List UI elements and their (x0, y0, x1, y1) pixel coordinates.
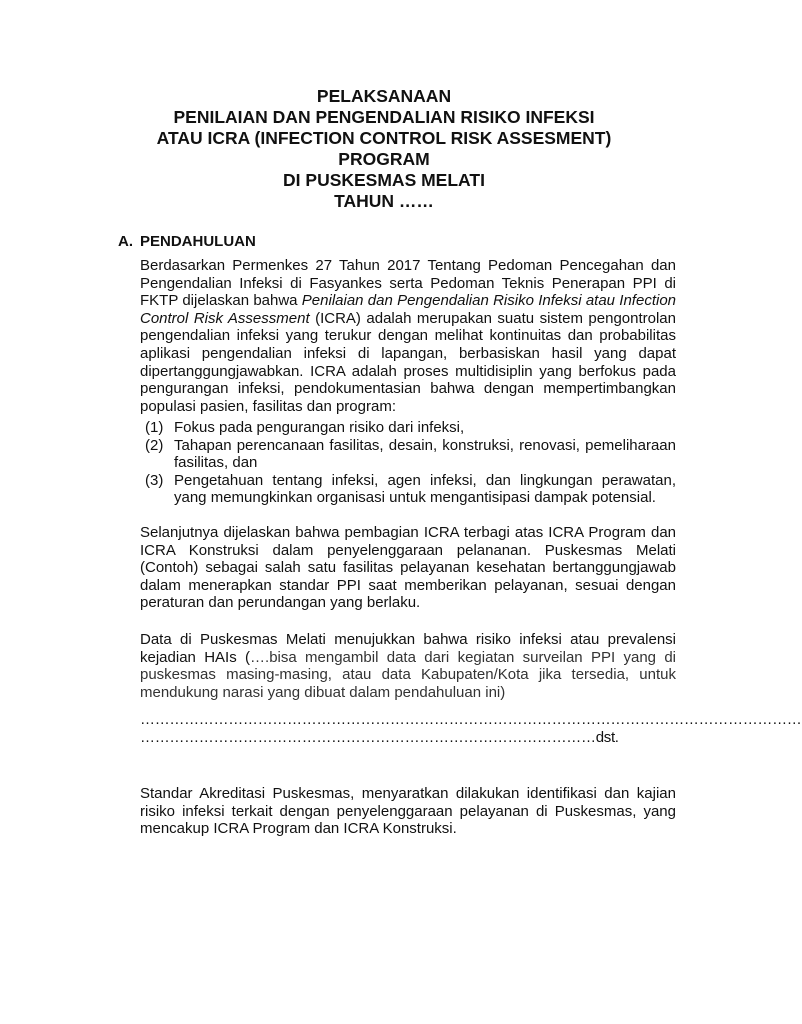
list-item-text: Fokus pada pengurangan risiko dari infeksi, (174, 419, 465, 436)
paragraph-icra-division: Selanjutnya dijelaskan bahwa pembagian ICRA terbagi atas ICRA Program dan ICRA Konstruksi dalam penyelenggaraan pelananan. Puskesmas Melati (Contoh) sebagai salah satu fasilitas pelayanan kesehatan bertanggungjawab dalam menerapkan standar PPI saat memberikan pelayanan, sesuai dengan peraturan dan perundangan yang berlaku. (140, 524, 676, 612)
paragraph-data (140, 631, 676, 701)
list-item-text: Tahapan perencanaan fasilitas, desain, konstruksi, renovasi, pemeliharaan fasilitas, dan (174, 436, 676, 472)
dotted-line-1: ……………………………………………………………………………………………………………………… (140, 711, 802, 728)
title-line-4: PROGRAM (338, 149, 430, 169)
list-item-number: (2) (145, 436, 164, 454)
title-line-3: ATAU ICRA (INFECTION CONTROL RISK ASSESMENT) (156, 128, 612, 148)
list-item-text: Pengetahuan tentang infeksi, agen infeksi, dan lingkungan perawatan, yang memungkinkan organisasi untuk mengantisipasi dampak potensial. (174, 471, 676, 507)
list-item (140, 437, 676, 472)
paragraph-introduction-part1: Berdasarkan Permenkes 27 Tahun 2017 Tentang Pedoman Pencegahan dan Pengendalian Infeksi di Fasyankes serta Pedoman Teknis Penerapan PPI di FKTP dijelaskan bahwa (140, 257, 676, 310)
paragraph-accreditation: Standar Akreditasi Puskesmas, menyaratkan dilakukan identifikasi dan kajian risiko infeksi terkait dengan penyelenggaraan pelayanan di Puskesmas, yang mencakup ICRA Program dan ICRA Konstruksi. (140, 785, 676, 838)
list-item (140, 419, 676, 437)
title-line-2: PENILAIAN DAN PENGENDALIAN RISIKO INFEKSI (173, 107, 595, 127)
paragraph-data-note: ….bisa mengambil data dari kegiatan surveilan PPI yang di puskesmas masing-masing, atau data Kabupaten/Kota jika tersedia, untuk mendukung narasi yang dibuat dalam pendahuluan ini) (140, 648, 676, 701)
title-line-1: PELAKSANAAN (316, 86, 452, 106)
numbered-list (140, 419, 676, 507)
paragraph-introduction-italic: Penilaian dan Pengendalian Risiko Infeksi atau Infection Control Risk Assessment (140, 292, 676, 327)
paragraph-data-lead: Data di Puskesmas Melati menujukkan bahwa risiko infeksi atau prevalensi kejadian HAIs ( (140, 631, 676, 666)
paragraph-introduction-part2: (ICRA) adalah merupakan suatu sistem pengontrolan pengendalian infeksi yang terukur dengan melihat kontinuitas dan probabilitas aplikasi pengendalian infeksi di lapangan, berbasiskan hasil yang dapat dipertanggungjawabkan. ICRA adalah proses multidisiplin yang berfokus pada pengurangan infeksi, pendokumentasian bahwa dengan mempertimbangkan populasi pasien, fasilitas dan program: (140, 309, 676, 415)
title-line-6: TAHUN …… (334, 191, 434, 211)
section-heading (118, 233, 256, 251)
section-heading-text: PENDAHULUAN (140, 233, 256, 250)
placeholder-dotted-lines (140, 711, 802, 746)
list-item (140, 472, 676, 507)
list-item-number: (3) (145, 471, 164, 489)
paragraph-introduction (140, 257, 676, 415)
title-line-5: DI PUSKESMAS MELATI (283, 170, 485, 190)
list-item-number: (1) (145, 419, 164, 436)
dotted-line-2: …………………………………………………………………………………dst. (140, 728, 619, 746)
section-number: A. (118, 233, 133, 250)
document-title (0, 86, 768, 212)
